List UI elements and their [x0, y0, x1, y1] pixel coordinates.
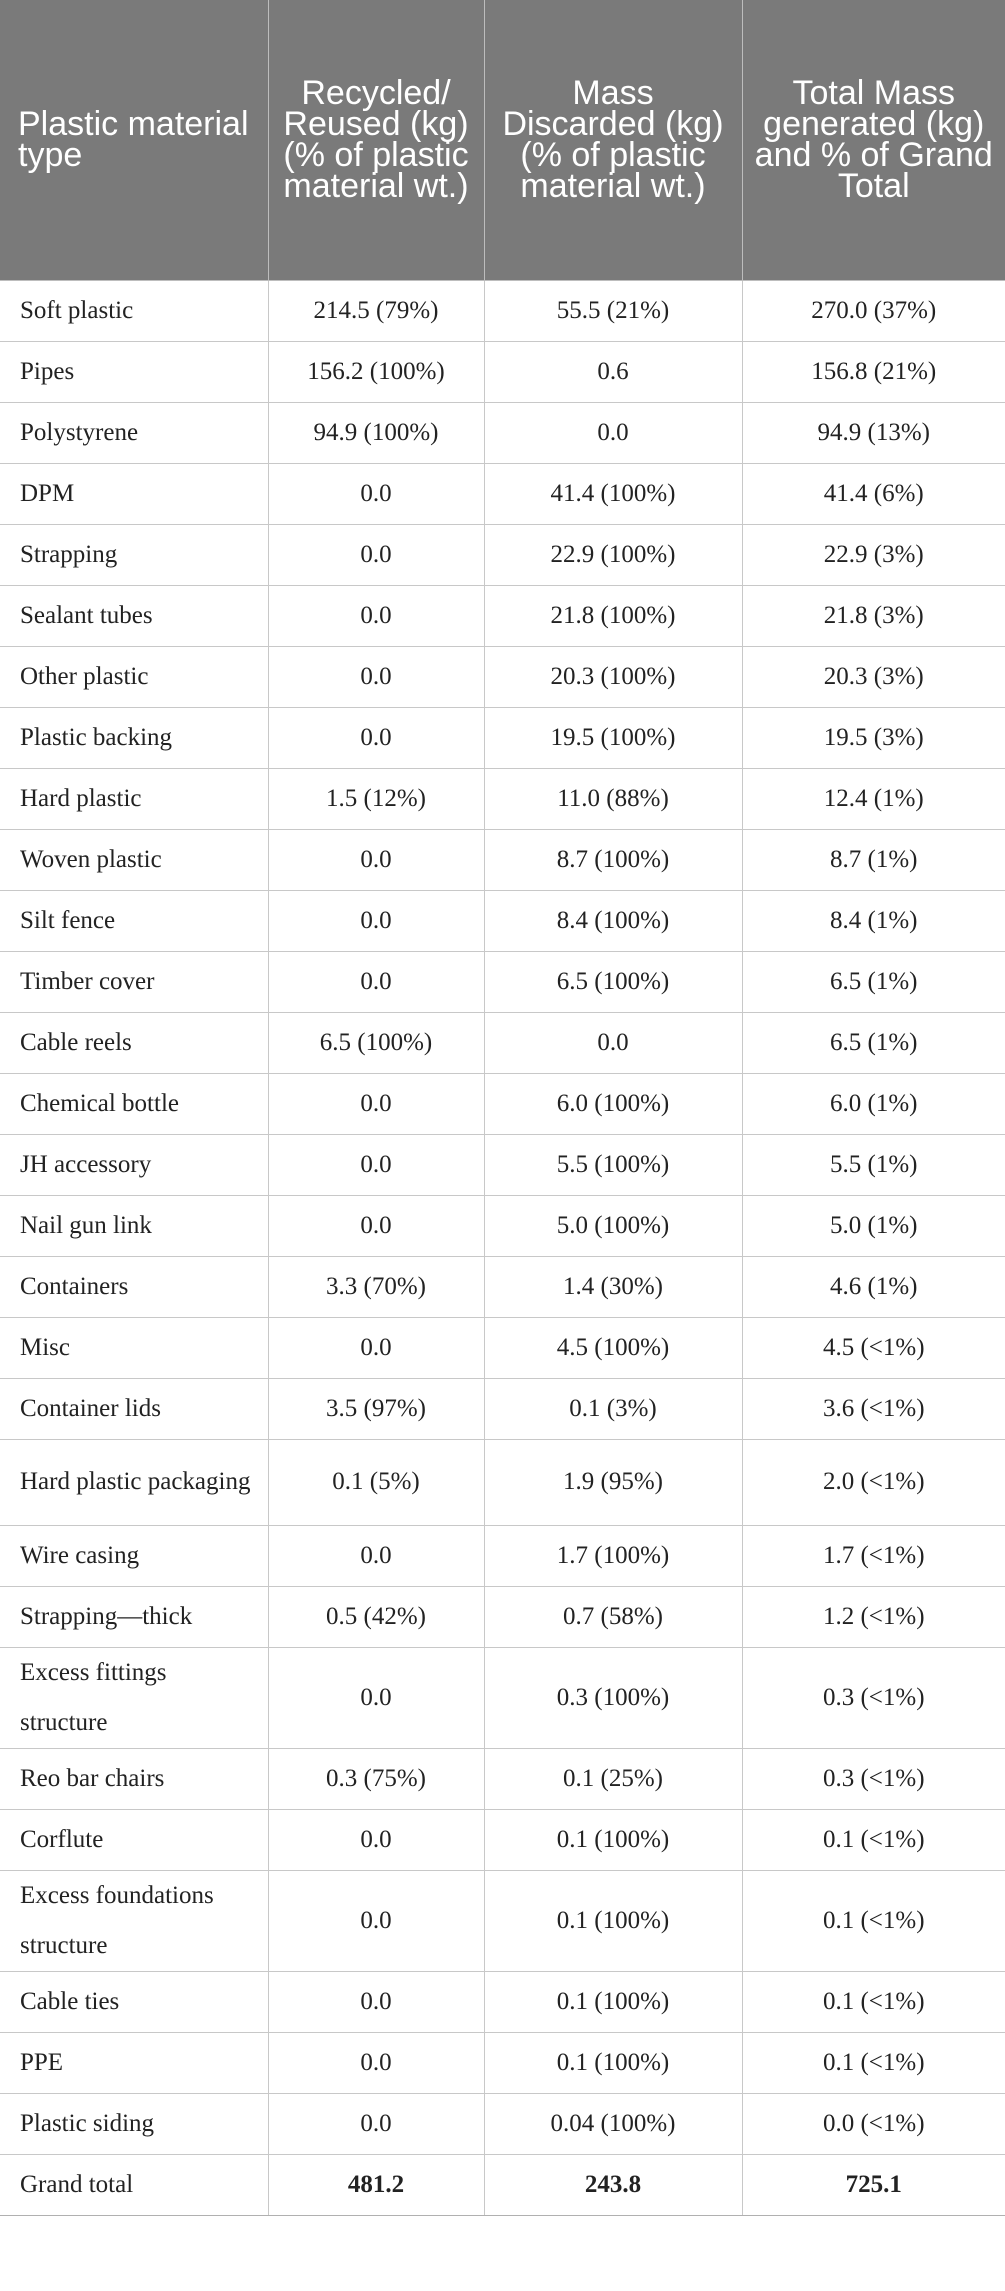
cell-material: Containers [0, 1256, 268, 1317]
cell-recycled: 0.0 [268, 1317, 484, 1378]
grand-total-label: Grand total [0, 2154, 268, 2215]
cell-material: Container lids [0, 1378, 268, 1439]
table-row [0, 951, 1005, 1012]
cell-recycled: 0.0 [268, 1195, 484, 1256]
cell-discarded: 0.04 (100%) [484, 2093, 742, 2154]
cell-material: Other plastic [0, 646, 268, 707]
cell-discarded: 5.5 (100%) [484, 1134, 742, 1195]
table-row [0, 1748, 1005, 1809]
table-header [0, 0, 1005, 280]
cell-recycled: 0.0 [268, 1525, 484, 1586]
cell-recycled: 0.5 (42%) [268, 1586, 484, 1647]
cell-total: 1.2 (<1%) [742, 1586, 1005, 1647]
cell-total: 6.0 (1%) [742, 1073, 1005, 1134]
cell-discarded: 19.5 (100%) [484, 707, 742, 768]
cell-discarded: 55.5 (21%) [484, 280, 742, 341]
cell-recycled: 0.0 [268, 1647, 484, 1748]
cell-recycled: 214.5 (79%) [268, 280, 484, 341]
cell-total: 20.3 (3%) [742, 646, 1005, 707]
cell-recycled: 1.5 (12%) [268, 768, 484, 829]
cell-total: 0.3 (<1%) [742, 1647, 1005, 1748]
table-row [0, 1134, 1005, 1195]
cell-discarded: 0.7 (58%) [484, 1586, 742, 1647]
table-row [0, 1586, 1005, 1647]
cell-discarded: 11.0 (88%) [484, 768, 742, 829]
cell-material: Hard plastic [0, 768, 268, 829]
cell-discarded: 41.4 (100%) [484, 463, 742, 524]
cell-recycled: 0.0 [268, 2093, 484, 2154]
table-row [0, 1195, 1005, 1256]
cell-material: Sealant tubes [0, 585, 268, 646]
cell-total: 1.7 (<1%) [742, 1525, 1005, 1586]
cell-recycled: 0.0 [268, 951, 484, 1012]
cell-discarded: 21.8 (100%) [484, 585, 742, 646]
cell-material: Silt fence [0, 890, 268, 951]
cell-recycled: 0.0 [268, 463, 484, 524]
cell-total: 0.0 (<1%) [742, 2093, 1005, 2154]
cell-discarded: 1.4 (30%) [484, 1256, 742, 1317]
table-row [0, 829, 1005, 890]
cell-total: 2.0 (<1%) [742, 1439, 1005, 1525]
cell-discarded: 8.7 (100%) [484, 829, 742, 890]
cell-discarded: 22.9 (100%) [484, 524, 742, 585]
header-material-type: Plastic material type [0, 0, 268, 280]
table-row [0, 707, 1005, 768]
cell-total: 3.6 (<1%) [742, 1378, 1005, 1439]
cell-material: Plastic siding [0, 2093, 268, 2154]
cell-discarded: 0.1 (3%) [484, 1378, 742, 1439]
cell-total: 6.5 (1%) [742, 1012, 1005, 1073]
cell-discarded: 20.3 (100%) [484, 646, 742, 707]
cell-total: 5.0 (1%) [742, 1195, 1005, 1256]
cell-total: 0.1 (<1%) [742, 2032, 1005, 2093]
cell-material: Hard plastic packaging [0, 1439, 268, 1525]
table-row [0, 1012, 1005, 1073]
cell-recycled: 156.2 (100%) [268, 341, 484, 402]
cell-discarded: 0.1 (100%) [484, 2032, 742, 2093]
cell-discarded: 0.3 (100%) [484, 1647, 742, 1748]
table-row [0, 1256, 1005, 1317]
cell-discarded: 5.0 (100%) [484, 1195, 742, 1256]
cell-recycled: 0.0 [268, 2032, 484, 2093]
cell-total: 4.5 (<1%) [742, 1317, 1005, 1378]
table-row [0, 1317, 1005, 1378]
cell-recycled: 3.5 (97%) [268, 1378, 484, 1439]
cell-material: Chemical bottle [0, 1073, 268, 1134]
cell-material: Wire casing [0, 1525, 268, 1586]
cell-total: 19.5 (3%) [742, 707, 1005, 768]
cell-material: Misc [0, 1317, 268, 1378]
cell-material: JH accessory [0, 1134, 268, 1195]
table-row [0, 341, 1005, 402]
cell-total: 94.9 (13%) [742, 402, 1005, 463]
header-mass-discarded: Mass Discarded (kg) (% of plastic material wt.) [484, 0, 742, 280]
cell-recycled: 0.0 [268, 1809, 484, 1870]
cell-discarded: 1.7 (100%) [484, 1525, 742, 1586]
cell-recycled: 94.9 (100%) [268, 402, 484, 463]
cell-material: Strapping—thick [0, 1586, 268, 1647]
cell-discarded: 4.5 (100%) [484, 1317, 742, 1378]
table-row [0, 1647, 1005, 1748]
table-row [0, 1439, 1005, 1525]
cell-material: PPE [0, 2032, 268, 2093]
cell-material: Excess foundations structure [0, 1870, 268, 1971]
cell-material: Timber cover [0, 951, 268, 1012]
cell-material: Plastic backing [0, 707, 268, 768]
cell-total: 0.1 (<1%) [742, 1971, 1005, 2032]
table-row [0, 1073, 1005, 1134]
cell-material: DPM [0, 463, 268, 524]
table-row [0, 585, 1005, 646]
grand-total-recycled: 481.2 [268, 2154, 484, 2215]
cell-discarded: 0.1 (100%) [484, 1809, 742, 1870]
table-body [0, 280, 1005, 2215]
cell-recycled: 0.0 [268, 829, 484, 890]
cell-total: 0.1 (<1%) [742, 1870, 1005, 1971]
cell-discarded: 0.0 [484, 1012, 742, 1073]
cell-total: 8.4 (1%) [742, 890, 1005, 951]
cell-material: Nail gun link [0, 1195, 268, 1256]
grand-total-mass: 725.1 [742, 2154, 1005, 2215]
cell-material: Polystyrene [0, 402, 268, 463]
cell-recycled: 0.0 [268, 890, 484, 951]
cell-recycled: 3.3 (70%) [268, 1256, 484, 1317]
cell-material: Cable ties [0, 1971, 268, 2032]
cell-discarded: 0.1 (100%) [484, 1971, 742, 2032]
cell-discarded: 0.1 (25%) [484, 1748, 742, 1809]
cell-discarded: 6.5 (100%) [484, 951, 742, 1012]
cell-material: Cable reels [0, 1012, 268, 1073]
cell-recycled: 0.0 [268, 524, 484, 585]
table-row [0, 1809, 1005, 1870]
table-row [0, 1971, 1005, 2032]
cell-total: 6.5 (1%) [742, 951, 1005, 1012]
table-row [0, 768, 1005, 829]
cell-total: 22.9 (3%) [742, 524, 1005, 585]
cell-total: 21.8 (3%) [742, 585, 1005, 646]
cell-total: 41.4 (6%) [742, 463, 1005, 524]
grand-total-discarded: 243.8 [484, 2154, 742, 2215]
cell-total: 0.1 (<1%) [742, 1809, 1005, 1870]
header-row [0, 0, 1005, 280]
table-row [0, 463, 1005, 524]
cell-material: Pipes [0, 341, 268, 402]
cell-recycled: 0.0 [268, 1134, 484, 1195]
cell-recycled: 0.0 [268, 646, 484, 707]
cell-recycled: 0.0 [268, 1073, 484, 1134]
table-row [0, 402, 1005, 463]
cell-material: Corflute [0, 1809, 268, 1870]
cell-total: 156.8 (21%) [742, 341, 1005, 402]
cell-recycled: 0.0 [268, 1870, 484, 1971]
cell-discarded: 1.9 (95%) [484, 1439, 742, 1525]
header-total-mass: Total Mass generated (kg) and % of Grand Total [742, 0, 1005, 280]
cell-total: 0.3 (<1%) [742, 1748, 1005, 1809]
cell-material: Excess fittings structure [0, 1647, 268, 1748]
grand-total-row [0, 2154, 1005, 2215]
table-row [0, 1525, 1005, 1586]
cell-material: Reo bar chairs [0, 1748, 268, 1809]
cell-recycled: 0.0 [268, 707, 484, 768]
cell-discarded: 0.1 (100%) [484, 1870, 742, 1971]
table-row [0, 280, 1005, 341]
table-row [0, 1378, 1005, 1439]
cell-recycled: 0.0 [268, 585, 484, 646]
cell-recycled: 0.1 (5%) [268, 1439, 484, 1525]
cell-material: Woven plastic [0, 829, 268, 890]
cell-total: 12.4 (1%) [742, 768, 1005, 829]
table-row [0, 646, 1005, 707]
table-row [0, 524, 1005, 585]
cell-recycled: 6.5 (100%) [268, 1012, 484, 1073]
cell-recycled: 0.0 [268, 1971, 484, 2032]
cell-material: Strapping [0, 524, 268, 585]
cell-total: 8.7 (1%) [742, 829, 1005, 890]
table-row [0, 2093, 1005, 2154]
table-row [0, 2032, 1005, 2093]
cell-material: Soft plastic [0, 280, 268, 341]
cell-discarded: 0.6 [484, 341, 742, 402]
cell-discarded: 0.0 [484, 402, 742, 463]
cell-discarded: 6.0 (100%) [484, 1073, 742, 1134]
table-row [0, 1870, 1005, 1971]
cell-total: 270.0 (37%) [742, 280, 1005, 341]
cell-total: 4.6 (1%) [742, 1256, 1005, 1317]
cell-recycled: 0.3 (75%) [268, 1748, 484, 1809]
header-recycled-reused: Recycled/ Reused (kg) (% of plastic material wt.) [268, 0, 484, 280]
cell-discarded: 8.4 (100%) [484, 890, 742, 951]
cell-total: 5.5 (1%) [742, 1134, 1005, 1195]
table-row [0, 890, 1005, 951]
